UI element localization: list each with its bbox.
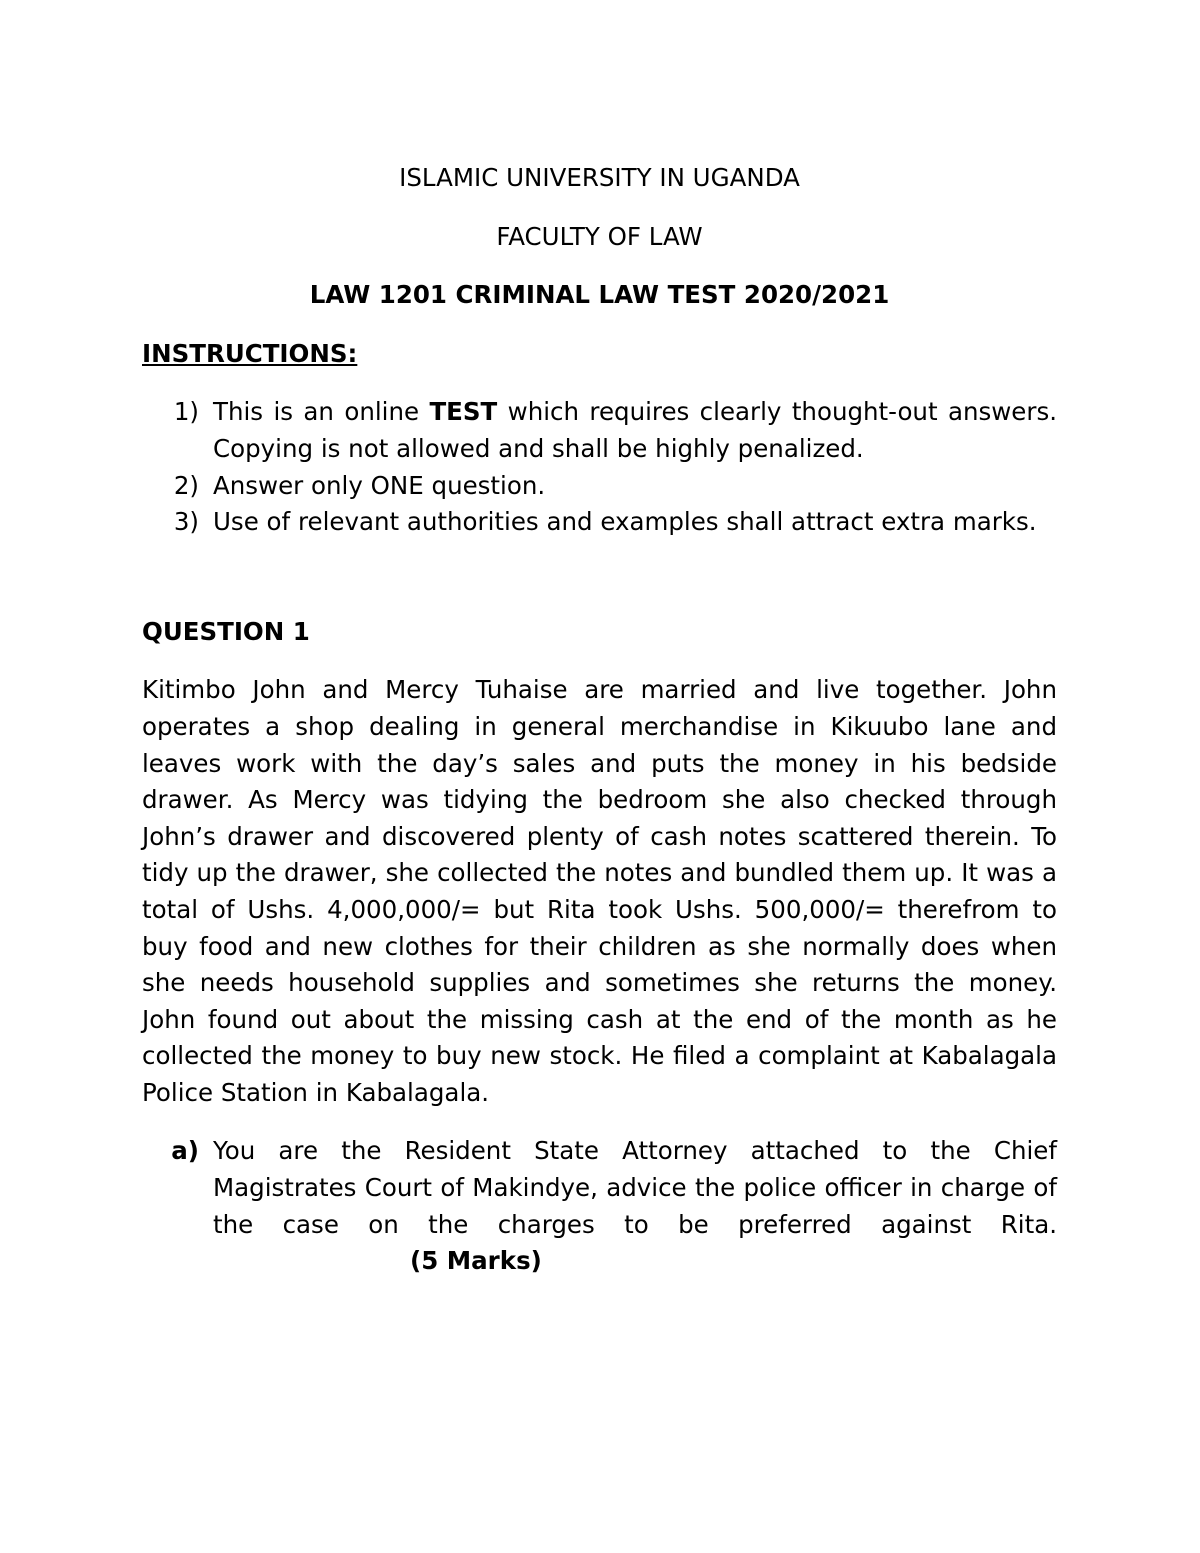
part-marker: a) — [171, 1136, 199, 1166]
instruction-item — [142, 394, 1057, 467]
instructions-heading: INSTRUCTIONS: — [142, 338, 358, 368]
instructions-list — [142, 394, 1057, 540]
question-parts-list — [142, 1133, 1057, 1279]
instruction-text-pre: This is an online — [213, 397, 430, 427]
instruction-item — [142, 504, 1057, 541]
instruction-item — [142, 468, 1057, 505]
course-test-title: LAW 1201 CRIMINAL LAW TEST 2020/2021 — [309, 280, 890, 310]
faculty-title: FACULTY OF LAW — [496, 221, 703, 251]
instruction-text: Answer only ONE question. — [213, 470, 546, 500]
document-page — [142, 160, 1057, 1280]
question-body: Kitimbo John and Mercy Tuhaise are married and live together. John operates a shop dealing in general merchandise in Kikuubo lane and leaves work with the day’s sales and puts the money in his bedside drawer. As Mercy was tidying the bedroom she also checked through John’s drawer and discovered plenty of cash notes scattered therein. To tidy up the drawer, she collected the notes and bundled them up. It was a total of Ushs. 4,000,000/= but Rita took Ushs. 500,000/= therefrom to buy food and new clothes for their children as she normally does when she needs household supplies and sometimes she returns the money. John found out about the missing cash at the end of the month as he collected the money to buy new stock. He filed a complaint at Kabalagala Police Station in Kabalagala. — [142, 675, 1057, 1107]
question-heading: QUESTION 1 — [142, 616, 310, 646]
question-part — [142, 1133, 1057, 1279]
university-title: ISLAMIC UNIVERSITY IN UGANDA — [399, 163, 800, 192]
instruction-text: Use of relevant authorities and examples shall attract extra marks. — [213, 507, 1037, 537]
part-text: You are the Resident State Attorney attached to the Chief Magistrates Court of Makindye, advice the police officer in charge of the case on the charges to be preferred against Rita. — [213, 1136, 1057, 1239]
list-marker: 1) — [173, 397, 199, 427]
list-marker: 2) — [173, 470, 199, 500]
list-marker: 3) — [173, 507, 199, 537]
instruction-emphasis: TEST — [429, 397, 498, 427]
part-marks: (5 Marks) — [410, 1246, 542, 1276]
instruction-text-post: which requires clearly thought-out answers. Copying is not allowed and shall be highly penalized. — [213, 397, 1058, 463]
